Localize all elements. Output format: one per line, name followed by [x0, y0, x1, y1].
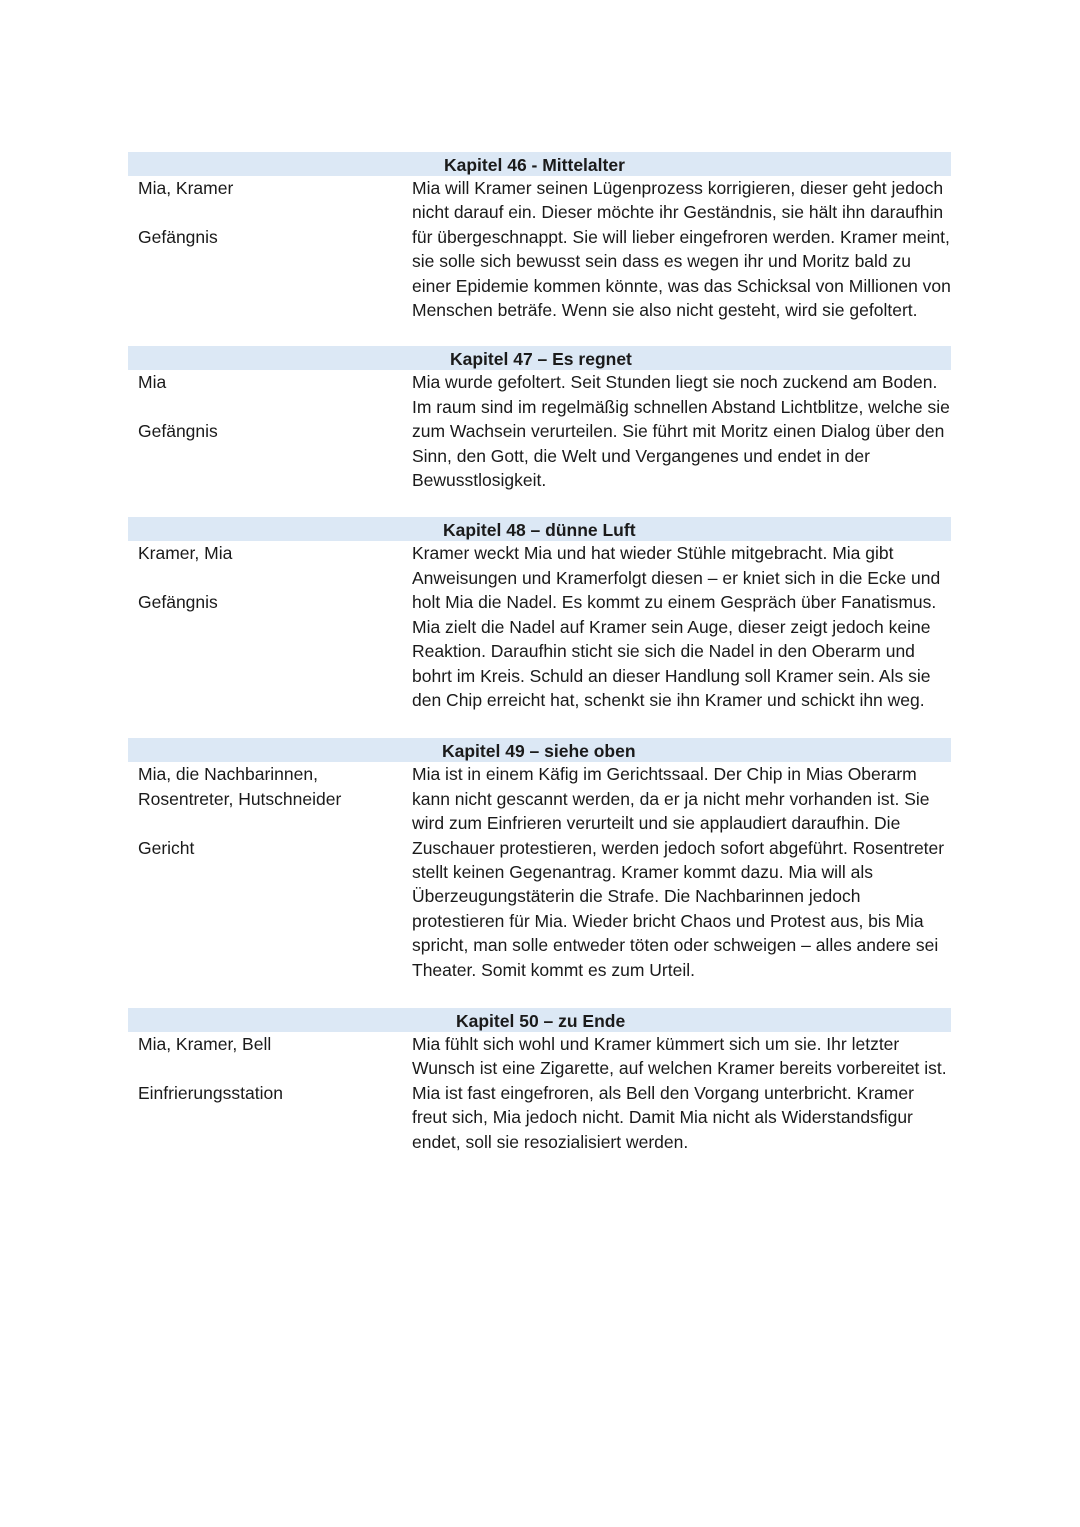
chapter-place: Gefängnis [138, 592, 218, 613]
chapter-persons: Kramer, Mia [138, 543, 233, 564]
chapter-meta [128, 1032, 412, 1156]
chapter-summary-cell [412, 541, 951, 714]
chapter-meta [128, 541, 412, 714]
chapter-48 [128, 517, 951, 714]
chapter-place: Gericht [138, 837, 195, 858]
chapter-header [128, 738, 951, 762]
chapter-summary-cell [412, 1032, 951, 1156]
chapter-persons: Mia [138, 372, 167, 393]
chapter-title: Kapitel 49 – siehe oben [442, 741, 636, 762]
chapter-meta [128, 176, 412, 324]
chapter-49 [128, 738, 951, 984]
chapter-body [128, 762, 951, 984]
chapter-summary: Kramer weckt Mia und hat wieder Stühle mitgebracht. Mia gibt Anweisungen und Kramerfolgt diesen – er kniet sich in die Ecke und holt Mia die Nadel. Es kommt zu einem Gespräch über Fanatismus. Mia zielt die Nadel auf Kramer sein Auge, dieser zeigt jedoch keine Reaktion. Daraufhin sticht sie sich die Nadel in den Oberarm und bohrt im Kreis. Schuld an dieser Handlung soll Kramer sein. Als sie den Chip erreicht hat, schenkt sie ihn Kramer und schickt ihn weg. [412, 543, 941, 710]
chapter-summary-cell [412, 176, 951, 324]
chapter-title: Kapitel 47 – Es regnet [450, 349, 632, 370]
chapter-header [128, 152, 951, 176]
chapter-title: Kapitel 46 - Mittelalter [444, 155, 625, 175]
chapter-title: Kapitel 48 – dünne Luft [443, 520, 636, 541]
chapter-body [128, 176, 951, 324]
chapter-body [128, 1032, 951, 1156]
chapter-title: Kapitel 50 – zu Ende [456, 1010, 626, 1031]
chapter-header [128, 1008, 951, 1032]
chapter-header [128, 346, 951, 370]
chapter-summary-cell [412, 370, 951, 494]
chapter-body [128, 370, 951, 494]
chapter-table [128, 152, 951, 1178]
chapter-46 [128, 152, 951, 324]
chapter-meta [128, 762, 412, 984]
chapter-meta [128, 370, 412, 494]
chapter-place: Gefängnis [138, 226, 218, 247]
chapter-header [128, 517, 951, 541]
chapter-summary: Mia ist in einem Käfig im Gerichtssaal. Der Chip in Mias Oberarm kann nicht gescannt werden, da er ja nicht mehr vorhanden ist. Sie wird zum Einfrieren verurteilt und sie applaudiert daraufhin. Die Zuschauer protestieren, werden jedoch sofort abgeführt. Rosentreter stellt keinen Gegenantrag. Kramer kommt dazu. Mia will als Überzeugungstäterin die Strafe. Die Nachbarinnen jedoch protestieren für Mia. Wieder bricht Chaos und Protest aus, bis Mia spricht, man solle entweder töten oder schweigen – alles andere sei Theater. Somit kommt es zum Urteil. [412, 764, 945, 980]
chapter-persons: Mia, Kramer [138, 178, 234, 198]
chapter-body [128, 541, 951, 714]
chapter-summary: Mia wurde gefoltert. Seit Stunden liegt sie noch zuckend am Boden. Im raum sind im regelmäßig schnellen Abstand Lichtblitze, welche sie zum Wachsein verurteilen. Sie führt mit Moritz einen Dialog über den Sinn, den Gott, die Welt und Vergangenes und endet in der Bewusstlosigkeit. [412, 372, 950, 491]
chapter-place: Einfrierungsstation [138, 1082, 283, 1103]
chapter-summary-cell [412, 762, 951, 984]
chapter-47 [128, 346, 951, 494]
chapter-place: Gefängnis [138, 421, 218, 442]
chapter-persons: Mia, Kramer, Bell [138, 1033, 272, 1054]
chapter-50 [128, 1008, 951, 1156]
chapter-summary: Mia fühlt sich wohl und Kramer kümmert sich um sie. Ihr letzter Wunsch ist eine Zigarette, auf welchen Kramer bereits vorbereitet ist. Mia ist fast eingefroren, als Bell den Vorgang unterbricht. Kramer freut sich, Mia jedoch nicht. Damit Mia nicht als Widerstandsfigur endet, soll sie resozialisiert werden. [412, 1033, 947, 1152]
chapter-persons: Mia, die Nachbarinnen, Rosentreter, Hutschneider [138, 764, 342, 809]
chapter-summary: Mia will Kramer seinen Lügenprozess korrigieren, dieser geht jedoch nicht darauf ein. Dieser möchte ihr Geständnis, sie hält ihn daraufhin für übergeschnappt. Sie will lieber eingefroren werden. Kramer meint, sie solle sich bewusst sein dass es wegen ihr und Moritz bald zu einer Epidemie kommen könnte, was das Schicksal von Millionen von Menschen beträfe. Wenn sie also nicht gesteht, wird sie gefoltert. [412, 178, 951, 321]
